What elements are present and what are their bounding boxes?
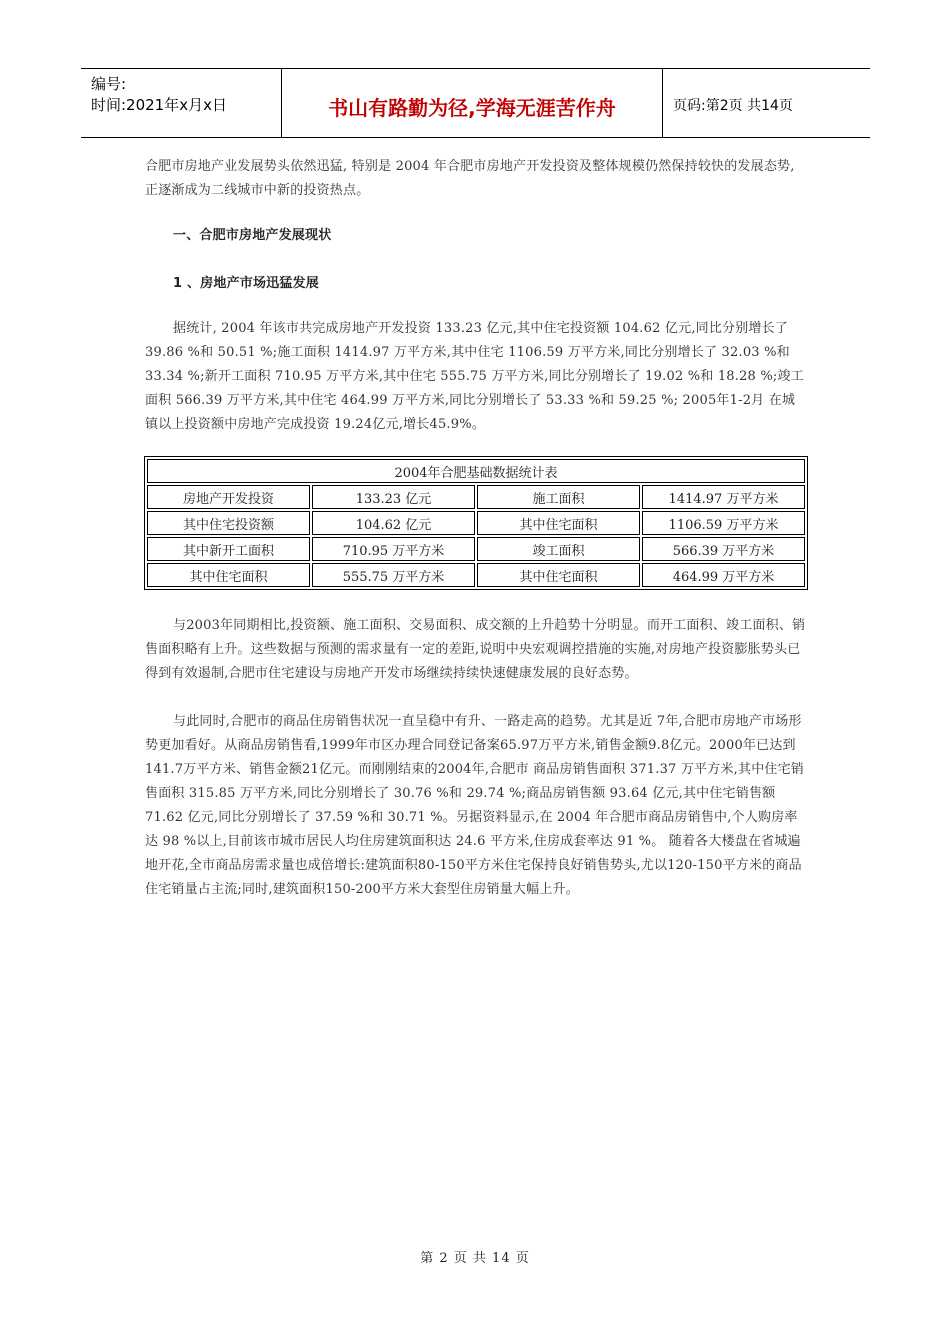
table-cell: 555.75 万平方米 (312, 563, 475, 587)
table-cell: 其中住宅面积 (147, 563, 310, 587)
page-header (81, 68, 870, 138)
stats-table (144, 456, 808, 590)
table-cell: 710.95 万平方米 (312, 537, 475, 561)
page-footer: 第 2 页 共 14 页 (420, 1251, 530, 1266)
number-label: 编号: (91, 75, 127, 93)
stats-table-wrapper (145, 456, 807, 590)
table-caption: 2004年合肥基础数据统计表 (147, 459, 805, 483)
page-info: 页码:第2页 共14页 (673, 98, 793, 114)
comparison-paragraph: 与2003年同期相比,投资额、施工面积、交易面积、成交额的上升趋势十分明显。而开工面积、竣工面积、销售面积略有上升。这些数据与预测的需求量有一定的差距,说明中央宏观调控措施的实施,对房地产投资膨胀势头已得到有效遏制,合肥市住宅建设与房地产开发市场继续持续快速健康发展的良好态势。 (145, 618, 806, 681)
motto: 书山有路勤为径,学海无涯苦作舟 (328, 96, 616, 120)
table-row (147, 485, 805, 509)
table-cell: 其中住宅面积 (477, 563, 640, 587)
time-line: 时间:2021年x月x日 (91, 96, 227, 114)
table-cell: 133.23 亿元 (312, 485, 475, 509)
stats-paragraph: 据统计, 2004 年该市共完成房地产开发投资 133.23 亿元,其中住宅投资额 104.62 亿元,同比分别增长了 39.86 %和 50.51 %;施工面积 1414.97 万平方米,其中住宅 1106.59 万平方米,同比分别增长了 32.03 %和 33.34 %;新开工面积 710.95 万平方米,其中住宅 555.75 万平方米,同比分别增长了 19.02 %和 18.28 %;竣工面积 566.39 万平方米,其中住宅 464.99 万平方米,同比分别增长了 53.33 %和 59.25 %; 2005年1-2月 在城镇以上投资额中房地产完成投资 19.24亿元,增长45.9%。 (145, 321, 804, 432)
document-body (145, 155, 807, 902)
table-cell: 其中住宅面积 (477, 511, 640, 535)
header-motto-cell (282, 69, 663, 137)
table-row (147, 563, 805, 587)
subsection-heading: 1 、房地产市场迅猛发展 (173, 276, 319, 291)
table-cell: 566.39 万平方米 (642, 537, 805, 561)
table-cell: 1414.97 万平方米 (642, 485, 805, 509)
table-cell: 施工面积 (477, 485, 640, 509)
table-row (147, 537, 805, 561)
table-cell: 104.62 亿元 (312, 511, 475, 535)
header-left-cell (81, 69, 282, 137)
sales-paragraph: 与此同时,合肥市的商品住房销售状况一直呈稳中有升、一路走高的趋势。尤其是近 7年,合肥市房地产市场形势更加看好。从商品房销售看,1999年市区办理合同登记备案65.97万平方米,销售金额9.8亿元。2000年已达到141.7万平方米、销售金额21亿元。而刚刚结束的2004年,合肥市 商品房销售面积 371.37 万平方米,其中住宅销售面积 315.85 万平方米,同比分别增长了 30.76 %和 29.74 %;商品房销售额 93.64 亿元,其中住宅销售额 71.62 亿元,同比分别增长了 37.59 %和 30.71 %。另据资料显示,在 2004 年合肥市商品房销售中,个人购房率达 98 %以上,目前该市城市居民人均住房建筑面积达 24.6 平方米,住房成套率达 91 %。 随着各大楼盘在省城遍地开花,全市商品房需求量也成倍增长:建筑面积80-150平方米住宅保持良好销售势头,尤以120-150平方米的商品住宅销量占主流;同时,建筑面积150-200平方米大套型住房销量大幅上升。 (145, 714, 804, 897)
table-cell: 房地产开发投资 (147, 485, 310, 509)
table-row (147, 511, 805, 535)
table-cell: 1106.59 万平方米 (642, 511, 805, 535)
section-heading: 一、合肥市房地产发展现状 (173, 228, 332, 243)
table-cell: 其中住宅投资额 (147, 511, 310, 535)
table-cell: 464.99 万平方米 (642, 563, 805, 587)
table-cell: 竣工面积 (477, 537, 640, 561)
table-cell: 其中新开工面积 (147, 537, 310, 561)
intro-paragraph: 合肥市房地产业发展势头依然迅猛, 特别是 2004 年合肥市房地产开发投资及整体规模仍然保持较快的发展态势, 正逐渐成为二线城市中新的投资热点。 (145, 159, 795, 198)
